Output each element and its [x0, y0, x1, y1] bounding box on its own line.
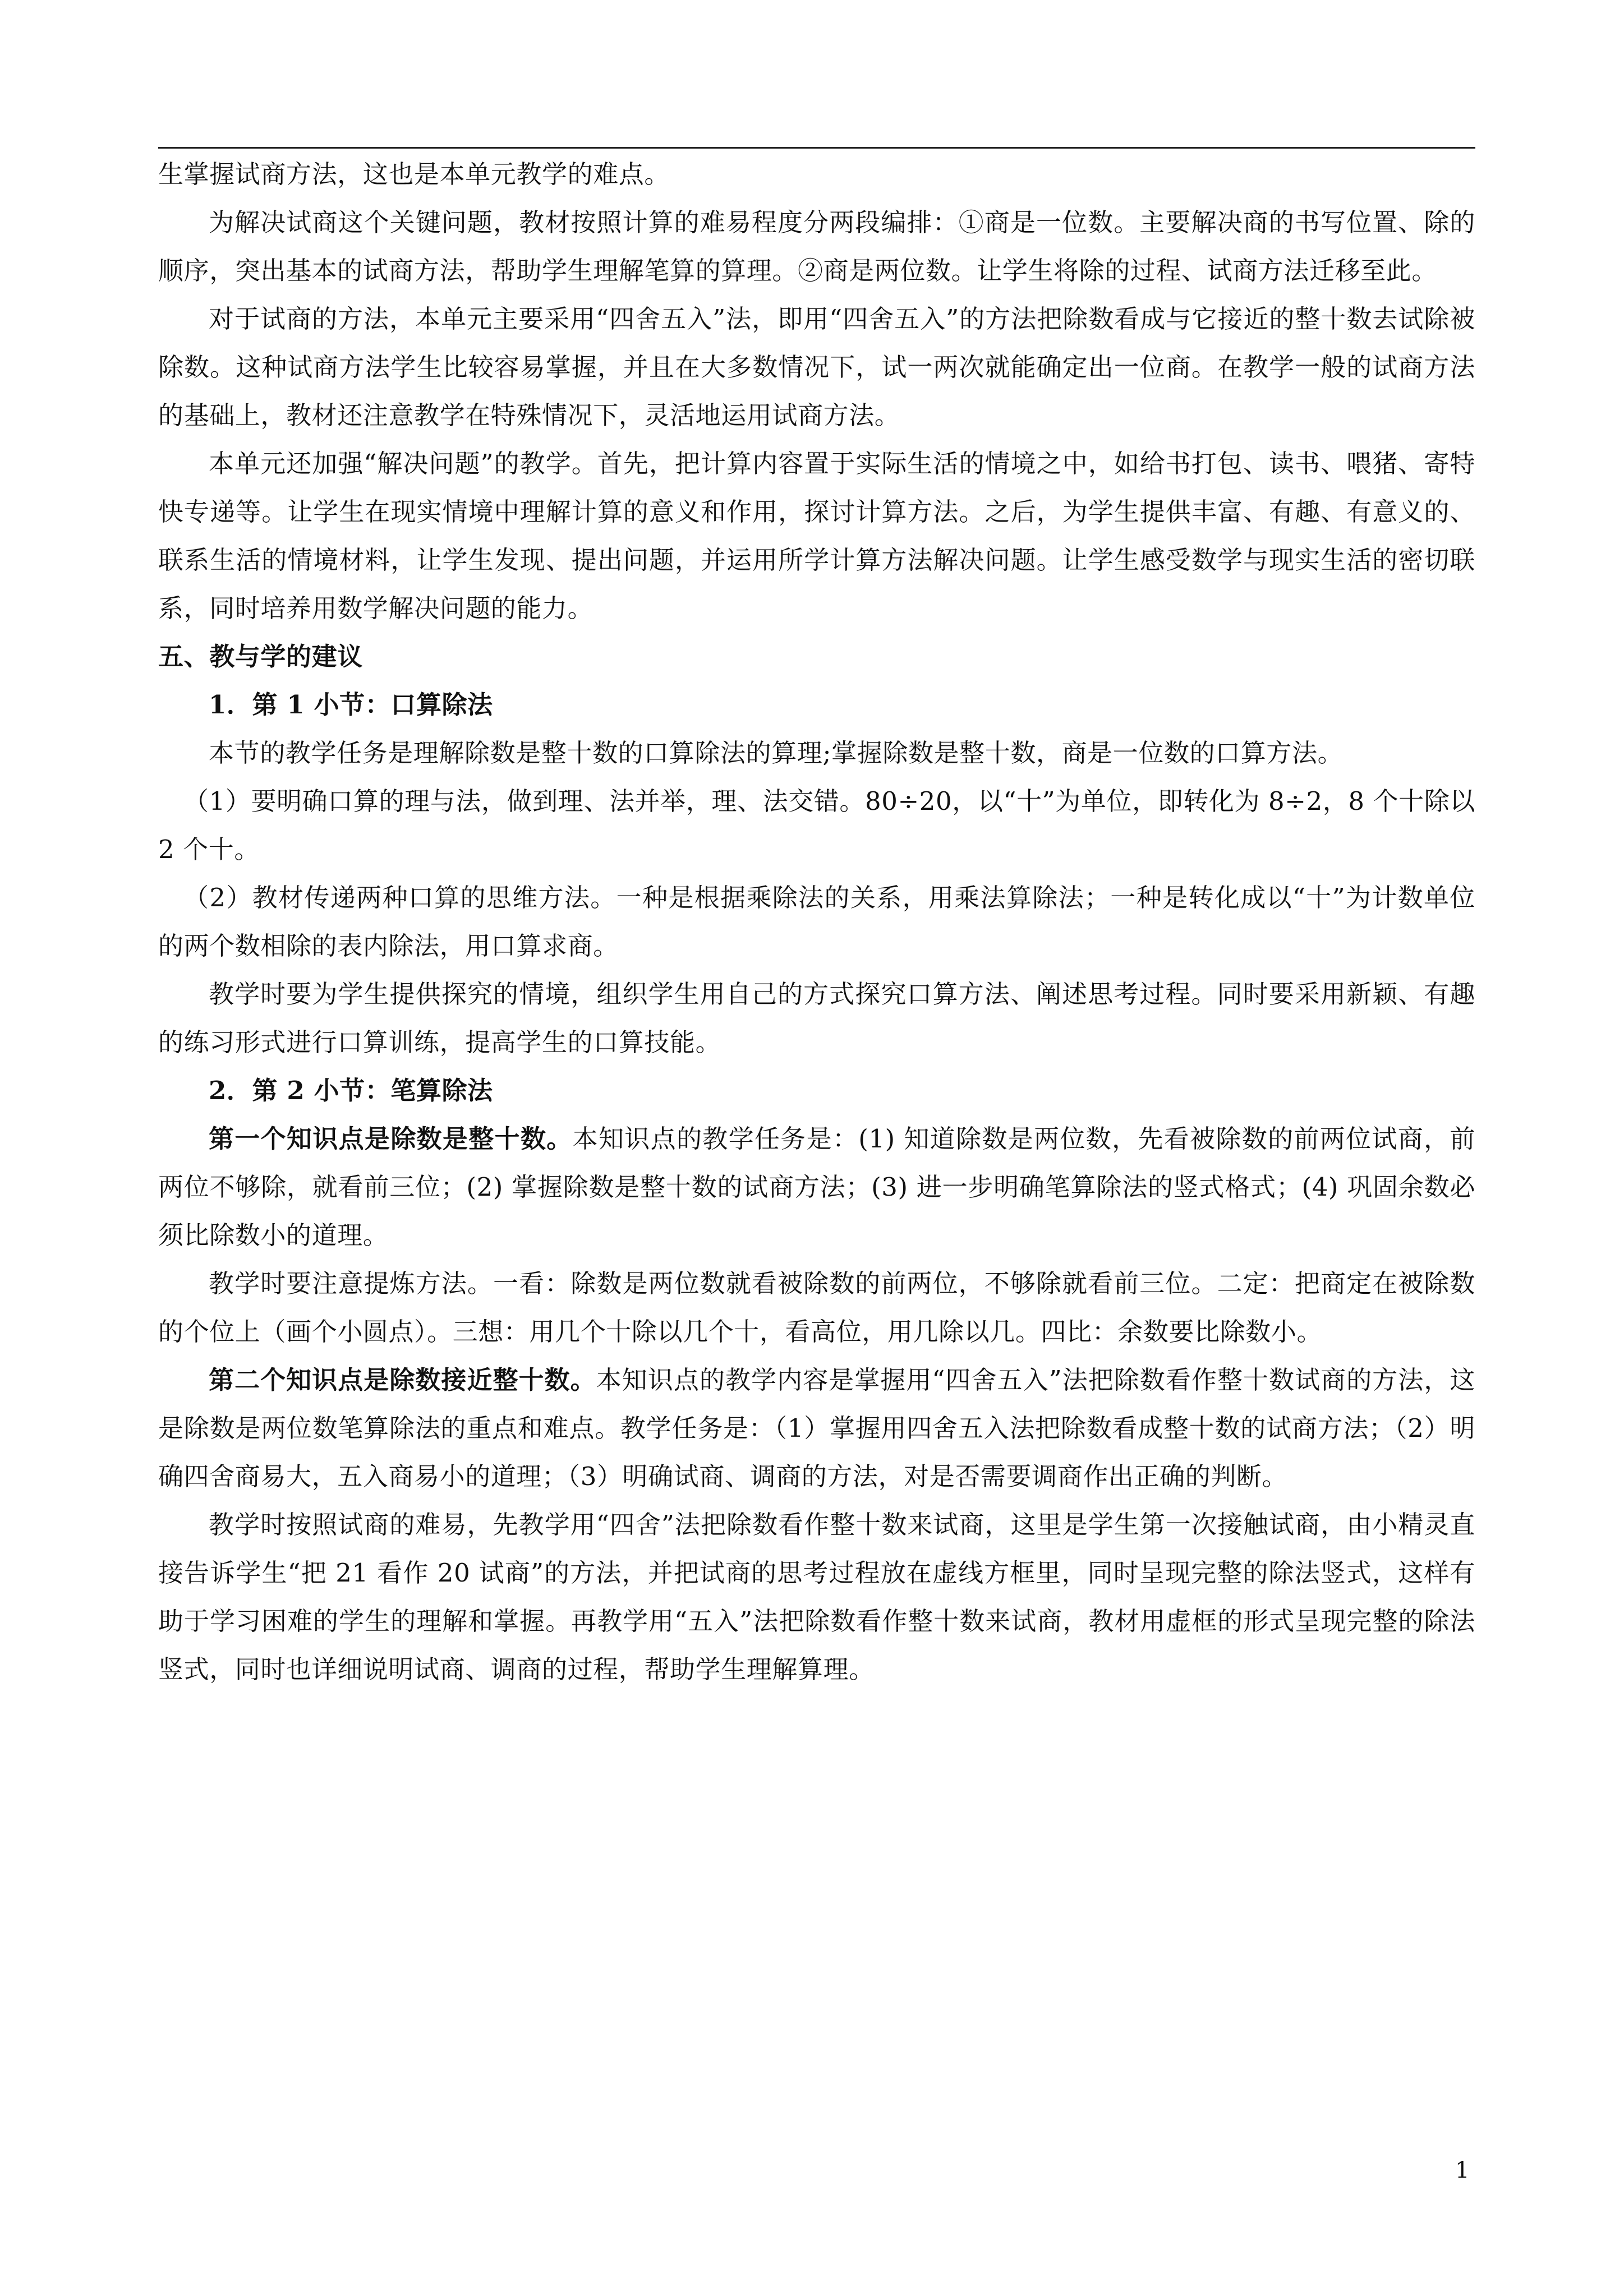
- knowledge-point-2-title: 第二个知识点是除数接近整十数。: [209, 1365, 596, 1395]
- subsection-heading-mental-division: 1．第 1 小节：口算除法: [209, 690, 493, 720]
- document-page: [158, 0, 1475, 2296]
- section-heading-teaching-suggestions: 五、教与学的建议: [158, 642, 363, 671]
- paragraph-continuation: 生掌握试商方法，这也是本单元教学的难点。: [158, 159, 670, 189]
- paragraph-teaching-order: 教学时按照试商的难易，先教学用“四舍”法把除数看作整十数来试商，这里是学生第一次接触试商，由小精灵直接告诉学生“把 21 看作 20 试商”的方法，并把试商的思考过程放在虚线方框里，同时呈现完整的除法竖式，这样有助于学习困难的学生的理解和掌握。再教学用“五入”法把除数看作整十数来试商，教材用虚框的形式呈现完整的除法竖式，同时也详细说明试商、调商的过程，帮助学生理解算理。: [158, 1510, 1475, 1684]
- knowledge-point-1-title: 第一个知识点是除数是整十数。: [209, 1124, 573, 1154]
- paragraph-method-refinement: 教学时要注意提炼方法。一看：除数是两位数就看被除数的前两位，不够除就看前三位。二定：把商定在被除数的个位上（画个小圆点）。三想：用几个十除以几个十，看高位，用几除以几。四比：余数要比除数小。: [158, 1269, 1475, 1347]
- paragraph-problem-solving: 本单元还加强“解决问题”的教学。首先，把计算内容置于实际生活的情境之中，如给书打包、读书、喂猪、寄特快专递等。让学生在现实情境中理解计算的意义和作用，探讨计算方法。之后，为学生提供丰富、有趣、有意义的、联系生活的情境材料，让学生发现、提出问题，并运用所学计算方法解决问题。让学生感受数学与现实生活的密切联系，同时培养用数学解决问题的能力。: [158, 449, 1475, 623]
- page-number: 1: [1455, 2157, 1470, 2183]
- paragraph-knowledge-point-2: [158, 1356, 1475, 1501]
- header-rule: [158, 147, 1475, 149]
- paragraph-knowledge-point-1: [158, 1115, 1475, 1260]
- paragraph-rounding-method: 对于试商的方法，本单元主要采用“四舍五入”法，即用“四舍五入”的方法把除数看成与它接近的整十数去试除被除数。这种试商方法学生比较容易掌握，并且在大多数情况下，试一两次就能确定出一位商。在教学一般的试商方法的基础上，教材还注意教学在特殊情况下，灵活地运用试商方法。: [158, 304, 1475, 430]
- document-body: [158, 150, 1475, 1694]
- paragraph-mental-division-task: 本节的教学任务是理解除数是整十数的口算除法的算理;掌握除数是整十数，商是一位数的口算方法。: [209, 738, 1344, 768]
- paragraph-mental-division-point-1: （1）要明确口算的理与法，做到理、法并举，理、法交错。80÷20，以“十”为单位，即转化为 8÷2，8 个十除以 2 个十。: [158, 786, 1475, 864]
- paragraph-mental-division-teaching: 教学时要为学生提供探究的情境，组织学生用自己的方式探究口算方法、阐述思考过程。同时要采用新颖、有趣的练习形式进行口算训练，提高学生的口算技能。: [158, 979, 1475, 1057]
- knowledge-point-2-text: 本知识点的教学内容是掌握用“四舍五入”法把除数看作整十数试商的方法，这是除数是两位数笔算除法的重点和难点。教学任务是：（1）掌握用四舍五入法把除数看成整十数的试商方法；（2）明确四舍商易大，五入商易小的道理；（3）明确试商、调商的方法，对是否需要调商作出正确的判断。: [158, 1365, 1475, 1491]
- paragraph-trial-quotient-arrangement: 为解决试商这个关键问题，教材按照计算的难易程度分两段编排：①商是一位数。主要解决商的书写位置、除的顺序，突出基本的试商方法，帮助学生理解笔算的算理。②商是两位数。让学生将除的过程、试商方法迁移至此。: [158, 208, 1475, 285]
- subsection-heading-written-division: 2．第 2 小节：笔算除法: [209, 1076, 493, 1105]
- paragraph-mental-division-point-2: （2）教材传递两种口算的思维方法。一种是根据乘除法的关系，用乘法算除法；一种是转化成以“十”为计数单位的两个数相除的表内除法，用口算求商。: [158, 883, 1475, 961]
- knowledge-point-1-text: 本知识点的教学任务是：(1) 知道除数是两位数，先看被除数的前两位试商，前两位不够除，就看前三位；(2) 掌握除数是整十数的试商方法；(3) 进一步明确笔算除法的竖式格式；(4) 巩固余数必须比除数小的道理。: [158, 1124, 1476, 1250]
